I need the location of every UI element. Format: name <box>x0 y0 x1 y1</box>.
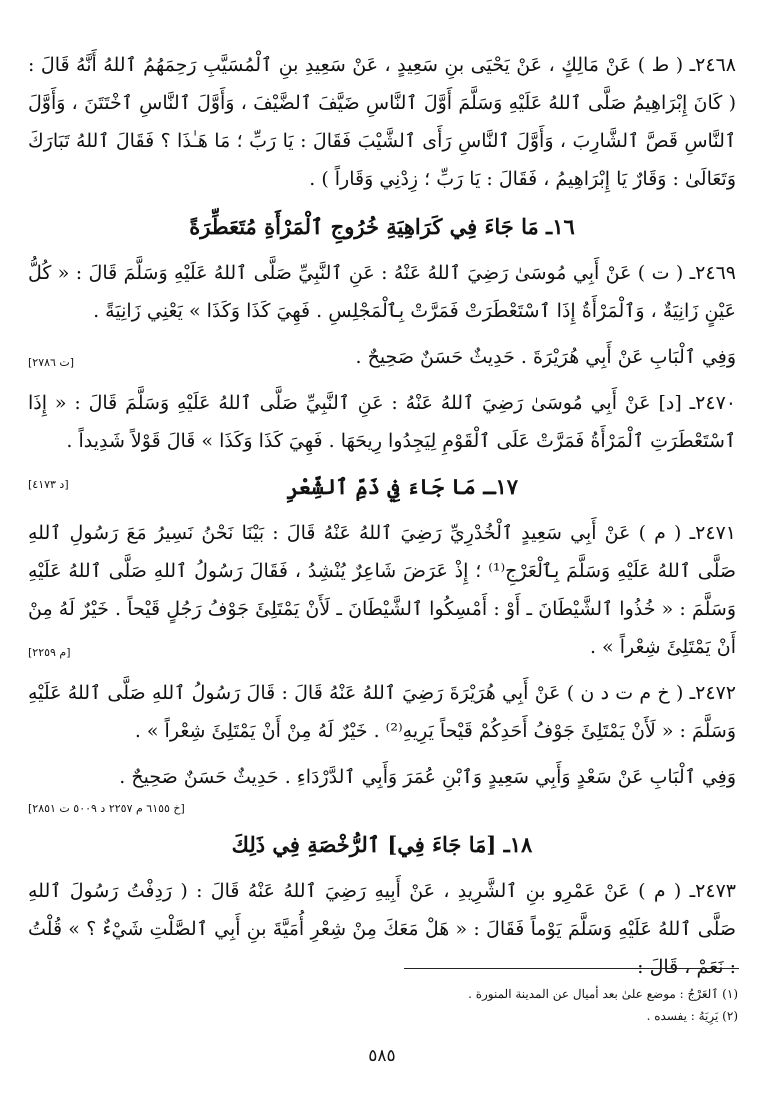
footnote-2: (٢) يَرِيَهُ : يفسده . <box>646 1009 738 1023</box>
footnote-divider <box>404 968 739 969</box>
page-number: ٥٨٥ <box>368 1046 396 1066</box>
footnote-1: (١) ٱلعَرْجُ : موضع علىٰ بعد أميال عن المدينة المنورة . <box>468 987 738 1001</box>
hadith-2469: ٢٤٦٩ـ ( ت ) عَنْ أَبِي مُوسَىٰ رَضِيَ ٱللهُ عَنْهُ : عَنِ ٱلنَّبِيِّ صَلَّى ٱللهُ عَلَيْهِ وَسَلَّمَ قَالَ : « كُلُّ عَيْنٍ زَانِيَةٌ ، وَٱلْمَرْأَةُ إِذَا ٱسْتَعْطَرَتْ فَمَرَّتْ بِٱلْمَجْلِسِ . فَهِيَ كَذَا وَكَذَا » يَعْنِي زَانِيَةً . <box>28 262 736 322</box>
source-ref: [د ٤١٧٣] <box>28 478 69 491</box>
chapter-heading-16: ١٦ـ مَا جَاءَ فِي كَرَاهِيَةِ خُرُوجِ ٱلْمَرْأَةِ مُتَعَطِّرَةً <box>189 214 575 239</box>
source-ref: [ت ٢٧٨٦] <box>28 356 75 369</box>
source-ref: [خ ٦١٥٥ م ٢٢٥٧ د ٥٠٠٩ ت ٢٨٥١] <box>28 802 185 815</box>
hadith-text: ٢٤٧٠ـ [د] عَنْ أَبِي مُوسَىٰ رَضِيَ ٱللهُ عَنْهُ : عَنِ ٱلنَّبِيِّ صَلَّى ٱللهُ عَلَيْهِ وَسَلَّمَ قَالَ : « إِذَا ٱسْتَعْطَرَتِ ٱلْمَرْأَةُ فَمَرَّتْ عَلَى ٱلْقَوْمِ لِيَجِدُوا رِيحَهَا . فَهِيَ كَذَا وَكَذَا » قَالَ قَوْلاً شَدِيداً . <box>28 392 736 452</box>
note-text: وَفِي ٱلْبَابِ عَنْ أَبِي هُرَيْرَةَ . حَدِيثٌ حَسَنٌ صَحِيحٌ . <box>355 346 736 368</box>
chapter-heading-18: ١٨ـ [مَا جَاءَ فِي] ٱلرُّخْصَةِ فِي ذَلِكَ <box>231 832 533 857</box>
chapter-note: وَفِي ٱلْبَابِ عَنْ سَعْدٍ وَأَبِي سَعِيدٍ وَٱبْنِ عُمَرَ وَأَبِي ٱلدَّرْدَاءِ . حَدِيثٌ حَسَنٌ صَحِيحٌ . <box>119 766 736 788</box>
source-ref: [م ٢٢٥٩] <box>28 646 71 659</box>
hadith-2471 <box>28 514 736 666</box>
hadith-2472: ٢٤٧٢ـ ( خ م ت د ن ) عَنْ أَبِي هُرَيْرَةَ رَضِيَ ٱللهُ عَنْهُ قَالَ : قَالَ رَسُولُ ٱللهِ صَلَّى ٱللهُ عَلَيْهِ وَسَلَّمَ : « لَأَنْ يَمْتَلِئَ جَوْفُ أَحَدِكُمْ قَيْحاً يَرِيهِ⁽²⁾ . خَيْرٌ لَهُ مِنْ أَنْ يَمْتَلِئَ شِعْراً » . <box>28 682 736 742</box>
hadith-2473: ٢٤٧٣ـ ( م ) عَنْ عَمْرِو بنِ ٱلشَّرِيدِ ، عَنْ أَبِيهِ رَضِيَ ٱللهُ عَنْهُ قَالَ : ( رَدِفْتُ رَسُولَ ٱللهِ صَلَّى ٱللهُ عَلَيْهِ وَسَلَّمَ يَوْماً فَقَالَ : « هَلْ مَعَكَ مِنْ شِعْرِ أُمَيَّةَ بنِ أَبِي ٱلصَّلْتِ شَيْءٌ ؟ » قُلْتُ : نَعَمْ ، قَالَ : <box>28 880 736 978</box>
chapter-note <box>28 338 736 376</box>
hadith-2468: ٢٤٦٨ـ ( ط ) عَنْ مَالِكٍ ، عَنْ يَحْيَى بنِ سَعِيدٍ ، عَنْ سَعِيدِ بنِ ٱلْمُسَيَّبِ رَحِمَهُمُ ٱللهُ أَنَّهُ قَالَ : ( كَانَ إِبْرَاهِيمُ صَلَّى ٱللهُ عَلَيْهِ وَسَلَّمَ أَوَّلَ ٱلنَّاسِ ضَيَّفَ ٱلضَّيْفَ ، وَأَوَّلَ ٱلنَّاسِ ٱخْتَتَنَ ، وَأَوَّلَ ٱلنَّاسِ قَصَّ ٱلشَّارِبَ ، وَأَوَّلَ ٱلنَّاسِ رَأَى ٱلشَّيْبَ فَقَالَ : يَا رَبِّ ؛ مَا هَـٰذَا ؟ فَقَالَ ٱللهُ تَبَارَكَ وَتَعَالَىٰ : وَقَارٌ يَا إِبْرَاهِيمُ ، فَقَالَ : يَا رَبِّ ؛ زِدْنِي وَقَاراً ) . <box>28 54 736 190</box>
page-body <box>28 46 736 986</box>
hadith-text: ٢٤٧١ـ ( م ) عَنْ أَبِي سَعِيدٍ ٱلْخُدْرِيِّ رَضِيَ ٱللهُ عَنْهُ قَالَ : بَيْنَا نَحْنُ نَسِيرُ مَعَ رَسُولِ ٱللهِ صَلَّى ٱللهُ عَلَيْهِ وَسَلَّمَ بِٱلْعَرْجِ⁽¹⁾ ؛ إِذْ عَرَضَ شَاعِرٌ يُنْشِدُ ، فَقَالَ رَسُولُ ٱللهِ صَلَّى ٱللهُ عَلَيْهِ وَسَلَّمَ : « خُذُوا ٱلشَّيْطَانَ ـ أَوْ : أَمْسِكُوا ٱلشَّيْطَانَ ـ لَأَنْ يَمْتَلِئَ جَوْفُ رَجُلٍ قَيْحاً . خَيْرٌ لَهُ مِنْ أَنْ يَمْتَلِئَ شِعْراً » . <box>28 522 736 658</box>
chapter-heading-17: ١٧ـ مَا جَاءَ فِي ذَمِّ ٱلشِّعْرِ <box>286 474 518 499</box>
